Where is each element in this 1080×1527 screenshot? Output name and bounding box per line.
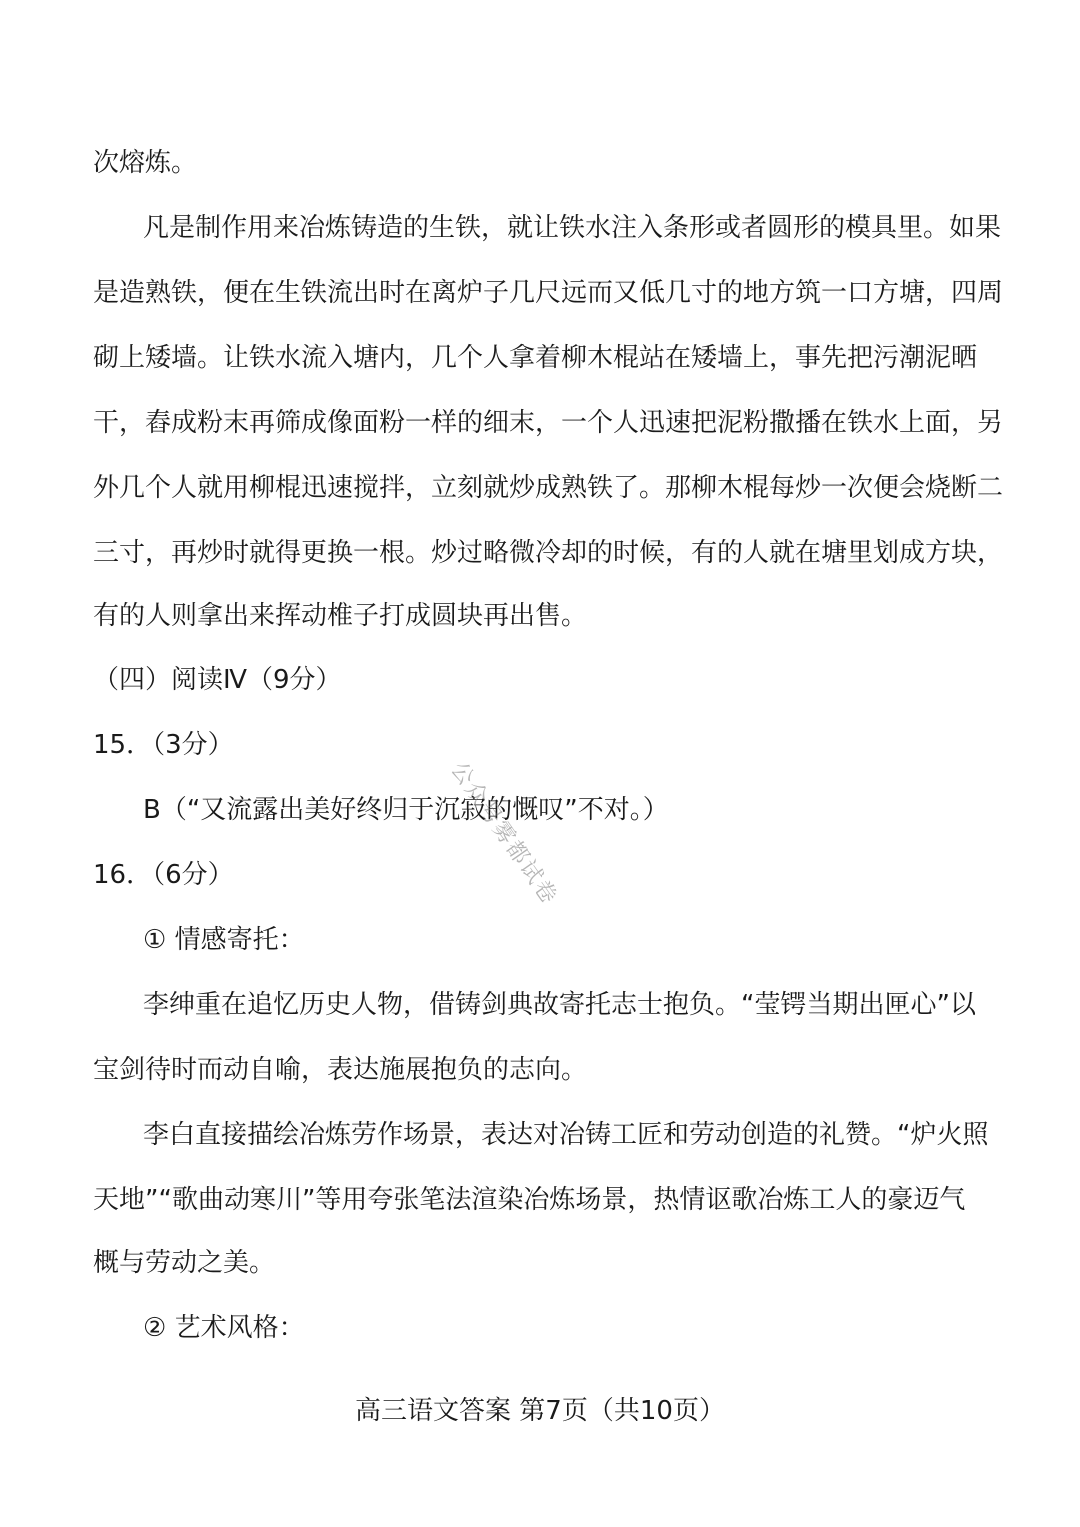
paragraph-line: 是造熟铁，便在生铁流出时在离炉子几尺远而又低几寸的地方筑一口方塘，四周: [93, 278, 1004, 308]
paragraph-line: 有的人则拿出来挥动椎子打成圆块再出售。: [93, 601, 588, 631]
section-heading: （四）阅读Ⅳ（9分）: [93, 665, 342, 695]
answer-point-2-heading: ② 艺术风格：: [143, 1313, 305, 1343]
paragraph-line: 砌上矮墙。让铁水流入塘内，几个人拿着柳木棍站在矮墙上，事先把污潮泥晒: [93, 343, 978, 373]
answer-15: B（“又流露出美好终归于沉寂的慨叹”不对。）: [143, 795, 669, 825]
watermark: 公众号雾都试卷: [445, 757, 563, 910]
paragraph-line: 干，舂成粉末再筛成像面粉一样的细末，一个人迅速把泥粉撒播在铁水上面，另: [93, 408, 1004, 438]
paragraph-line: 李绅重在追忆历史人物，借铸剑典故寄托志士抱负。“莹锷当期出匣心”以: [143, 990, 976, 1020]
question-number-15: 15．（3分）: [93, 730, 234, 760]
paragraph-line: 概与劳动之美。: [93, 1248, 276, 1278]
answer-point-1-heading: ① 情感寄托：: [143, 925, 305, 955]
paragraph-line: 宝剑待时而动自喻，表达施展抱负的志向。: [93, 1055, 588, 1085]
question-number-16: 16．（6分）: [93, 860, 234, 890]
paragraph-line: 天地”“歌曲动寒川”等用夸张笔法渲染冶炼场景，热情讴歌冶炼工人的豪迈气: [93, 1185, 966, 1215]
paragraph-line: 李白直接描绘冶炼劳作场景，表达对冶铸工匠和劳动创造的礼赞。“炉火照: [143, 1120, 989, 1150]
paragraph-line: 次熔炼。: [93, 148, 198, 178]
paragraph-line: 凡是制作用来冶炼铸造的生铁，就让铁水注入条形或者圆形的模具里。如果: [143, 213, 1002, 243]
paragraph-line: 三寸，再炒时就得更换一根。炒过略微冷却的时候，有的人就在塘里划成方块，: [93, 538, 1004, 568]
page-footer: 高三语文答案 第7页（共10页）: [355, 1396, 725, 1426]
paragraph-line: 外几个人就用柳棍迅速搅拌，立刻就炒成熟铁了。那柳木棍每炒一次便会烧断二: [93, 473, 1004, 503]
